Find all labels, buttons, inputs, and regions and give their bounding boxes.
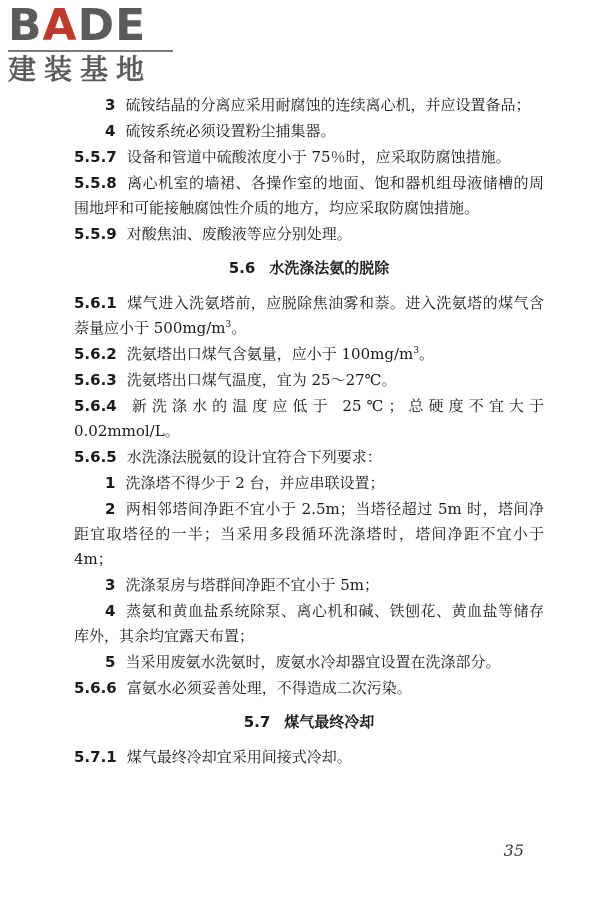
paragraph-text: 洗涤泵房与塔群间净距不宜小于 5m； <box>125 576 379 594</box>
paragraph-text: 煤气最终冷却宜采用间接式冷却。 <box>126 748 352 766</box>
page-number: 35 <box>503 841 524 860</box>
paragraph-text: 新洗涤水的温度应低于 25℃；总硬度不宜大于 0.02mmol/L。 <box>74 397 544 440</box>
clause-number: 5.6.6 <box>74 679 117 697</box>
clause-number: 5.6.4 <box>74 397 117 415</box>
paragraph-text: 蒸氨和黄血盐系统除泵、离心机和碱、铁刨花、黄血盐等储存库外，其余均宜露天布置； <box>74 602 544 645</box>
paragraph-text: 硫铵系统必须设置粉尘捕集器。 <box>125 122 336 140</box>
clause-number: 5.5.7 <box>74 148 117 166</box>
document-body <box>74 93 544 771</box>
section-title: 煤气最终冷却 <box>284 713 375 731</box>
item-number: 4 <box>105 602 116 620</box>
list-item <box>74 93 544 118</box>
clause-number: 5.6.2 <box>74 345 117 363</box>
clause <box>74 145 544 170</box>
clause <box>74 368 544 393</box>
item-number: 3 <box>105 96 116 114</box>
list-item <box>74 119 544 144</box>
superscript: 3 <box>413 346 419 356</box>
section-number: 5.6 <box>228 259 256 277</box>
clause <box>74 291 544 341</box>
clause <box>74 745 544 770</box>
paragraph-text: 富氨水必须妥善处理，不得造成二次污染。 <box>126 679 412 697</box>
paragraph-text: 洗氨塔出口煤气含氨量，应小于 100mg/m <box>126 345 414 363</box>
logo <box>8 0 178 86</box>
paragraph-text: 离心机室的墙裙、各操作室的地面、饱和器机组母液储槽的周围地坪和可能接触腐蚀性介质的地方，均应采取防腐蚀措施。 <box>74 174 544 217</box>
item-number: 1 <box>105 474 116 492</box>
clause <box>74 342 544 367</box>
clause-number: 5.6.1 <box>74 294 117 312</box>
paragraph-text: 水洗涤法脱氨的设计宜符合下列要求： <box>126 448 382 466</box>
paragraph-text: 设备和管道中硫酸浓度小于 75％时，应采取防腐蚀措施。 <box>126 148 511 166</box>
list-item <box>74 573 544 598</box>
item-number: 4 <box>105 122 116 140</box>
clause-number: 5.6.5 <box>74 448 117 466</box>
clause-number: 5.6.3 <box>74 371 117 389</box>
superscript: 3 <box>225 320 232 330</box>
item-number: 2 <box>105 500 116 518</box>
paragraph-text: 硫铵结晶的分离应采用耐腐蚀的连续离心机，并应设置备品； <box>125 96 531 114</box>
clause <box>74 171 544 221</box>
paragraph-text: 对酸焦油、废酸液等应分别处理。 <box>126 225 352 243</box>
section-heading <box>74 710 544 735</box>
list-item <box>74 599 544 649</box>
clause-number: 5.5.8 <box>74 174 117 192</box>
list-item <box>74 497 544 572</box>
paragraph-text: 当采用废氨水洗氨时，废氨水冷却器宜设置在洗涤部分。 <box>125 653 501 671</box>
section-number: 5.7 <box>243 713 271 731</box>
list-item <box>74 650 544 675</box>
clause <box>74 222 544 247</box>
paragraph-text: 两相邻塔间净距不宜小于 2.5m；当塔径超过 5m 时，塔间净距宜取塔径的一半；当采用多段循环洗涤塔时，塔间净距不宜小于 4m； <box>74 500 544 568</box>
section-heading <box>74 256 544 281</box>
item-number: 5 <box>105 653 116 671</box>
logo-subtitle: 建装基地 <box>8 53 153 86</box>
logo-wordmark: BADE <box>8 0 147 51</box>
clause <box>74 676 544 701</box>
clause-number: 5.5.9 <box>74 225 117 243</box>
paragraph-tail: 。 <box>418 345 434 363</box>
section-title: 水洗涤法氨的脱除 <box>269 259 390 277</box>
paragraph-text: 洗氨塔出口煤气温度，宜为 25～27℃。 <box>126 371 397 389</box>
item-number: 3 <box>105 576 116 594</box>
clause <box>74 445 544 470</box>
list-item <box>74 471 544 496</box>
paragraph-tail: 。 <box>231 319 247 337</box>
clause <box>74 394 544 444</box>
clause-number: 5.7.1 <box>74 748 117 766</box>
paragraph-text: 煤气进入洗氨塔前，应脱除焦油雾和萘。进入洗氨塔的煤气含萘量应小于 500mg/m <box>74 294 544 337</box>
paragraph-text: 洗涤塔不得少于 2 台，并应串联设置； <box>125 474 385 492</box>
